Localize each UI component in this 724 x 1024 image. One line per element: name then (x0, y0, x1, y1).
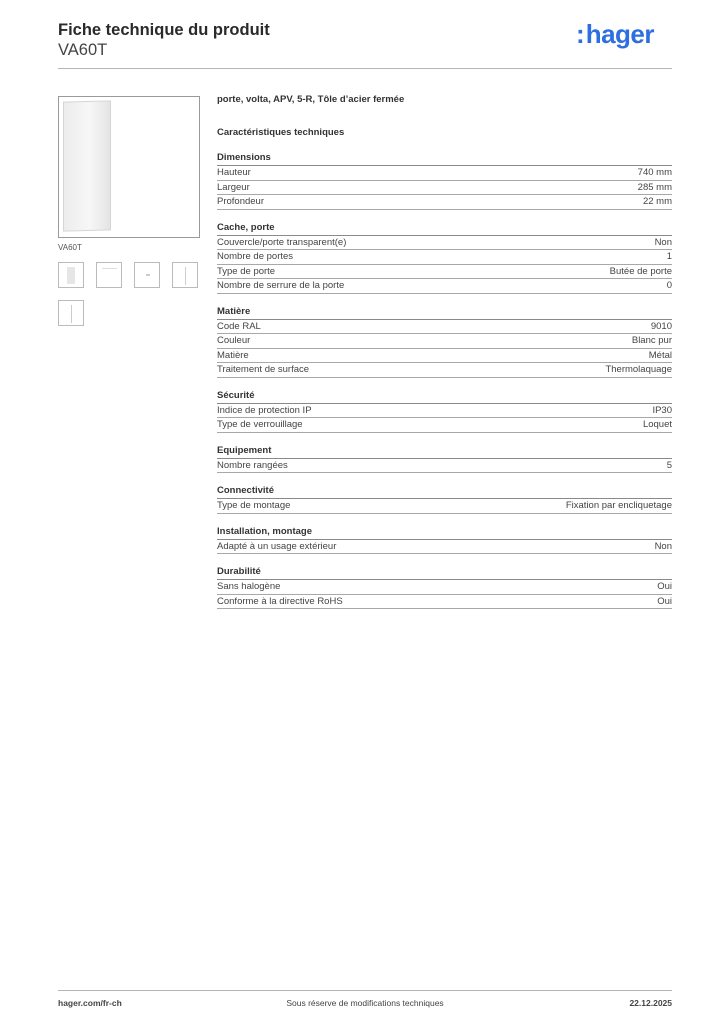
spec-label: Indice de protection IP (217, 404, 312, 416)
spec-value: Loquet (642, 419, 672, 430)
section-title: Connectivité (217, 484, 672, 499)
spec-label: Nombre de portes (217, 251, 294, 262)
footer-website-link[interactable]: hager.com/fr-ch (58, 998, 122, 1008)
spec-value: Non (654, 540, 672, 552)
spec-section (217, 151, 672, 210)
spec-value: 9010 (650, 320, 672, 332)
thumbnail-2[interactable] (96, 262, 122, 288)
spec-section (217, 565, 672, 609)
spec-value: 740 mm (637, 167, 672, 178)
spec-row (217, 595, 672, 610)
spec-value: Fixation par encliquetage (565, 500, 672, 511)
page-header (58, 20, 672, 70)
spec-label: Adapté à un usage extérieur (217, 540, 337, 552)
footer-disclaimer: Sous réserve de modifications techniques (286, 998, 444, 1008)
spec-label: Traitement de surface (217, 364, 310, 375)
spec-value: 0 (666, 280, 672, 291)
spec-section (217, 484, 672, 514)
spec-value: Butée de porte (609, 265, 672, 277)
section-title: Matière (217, 305, 672, 320)
spec-row (217, 580, 672, 595)
spec-value: IP30 (652, 404, 672, 416)
thumbnail-1[interactable] (58, 262, 84, 288)
spec-row (217, 279, 672, 294)
spec-row (217, 236, 672, 251)
spec-row (217, 499, 672, 514)
spec-label: Profondeur (217, 196, 265, 207)
spec-label: Nombre de serrure de la porte (217, 280, 345, 291)
spec-label: Matière (217, 349, 249, 361)
spec-section (217, 221, 672, 294)
spec-value: Thermolaquage (605, 364, 672, 375)
page-title: Fiche technique du produit (58, 21, 270, 39)
product-image[interactable] (58, 96, 200, 238)
spec-row (217, 363, 672, 378)
product-reference: VA60T (58, 41, 108, 59)
product-image-caption: VA60T (58, 243, 82, 252)
spec-label: Code RAL (217, 320, 261, 332)
product-description: porte, volta, APV, 5-R, Tôle d’acier fermée (217, 94, 405, 105)
spec-label: Couvercle/porte transparent(e) (217, 236, 347, 248)
spec-value: Non (654, 236, 672, 248)
spec-value: Oui (657, 581, 672, 592)
hager-logo: :hager (576, 19, 654, 49)
spec-label: Type de porte (217, 265, 276, 277)
spec-row (217, 418, 672, 433)
spec-section (217, 525, 672, 555)
section-title: Cache, porte (217, 221, 672, 236)
spec-label: Type de montage (217, 500, 291, 511)
spec-label: Largeur (217, 181, 250, 193)
section-title: Durabilité (217, 565, 672, 580)
spec-row (217, 320, 672, 335)
spec-row (217, 250, 672, 265)
spec-sections (217, 151, 672, 609)
spec-row (217, 265, 672, 280)
spec-row (217, 195, 672, 210)
spec-label: Couleur (217, 335, 251, 346)
spec-label: Type de verrouillage (217, 419, 303, 430)
spec-label: Hauteur (217, 167, 251, 178)
thumbnail-3[interactable] (134, 262, 160, 288)
spec-value: 22 mm (642, 196, 672, 207)
spec-row (217, 404, 672, 419)
spec-value: 1 (666, 251, 672, 262)
spec-section (217, 305, 672, 378)
footer-date: 22.12.2025 (629, 998, 672, 1008)
spec-label: Nombre rangées (217, 459, 288, 471)
spec-section (217, 389, 672, 433)
spec-row (217, 540, 672, 555)
spec-row (217, 181, 672, 196)
spec-value: Métal (648, 349, 672, 361)
spec-label: Sans halogène (217, 581, 281, 592)
section-title: Dimensions (217, 151, 672, 166)
spec-content (217, 92, 672, 609)
spec-label: Conforme à la directive RoHS (217, 595, 343, 607)
spec-value: 285 mm (637, 181, 672, 193)
door-panel-graphic (63, 100, 111, 231)
thumbnail-5[interactable] (58, 300, 84, 326)
footer-divider (58, 990, 672, 991)
section-title: Installation, montage (217, 525, 672, 540)
spec-row (217, 334, 672, 349)
spec-row (217, 166, 672, 181)
spec-value: 5 (666, 459, 672, 471)
thumbnail-4[interactable] (172, 262, 198, 288)
spec-row (217, 349, 672, 364)
characteristics-heading: Caractéristiques techniques (217, 127, 345, 138)
section-title: Equipement (217, 444, 672, 459)
section-title: Sécurité (217, 389, 672, 404)
spec-value: Oui (657, 595, 672, 607)
spec-section (217, 444, 672, 474)
spec-row (217, 459, 672, 474)
spec-value: Blanc pur (631, 335, 672, 346)
header-divider (58, 68, 672, 69)
